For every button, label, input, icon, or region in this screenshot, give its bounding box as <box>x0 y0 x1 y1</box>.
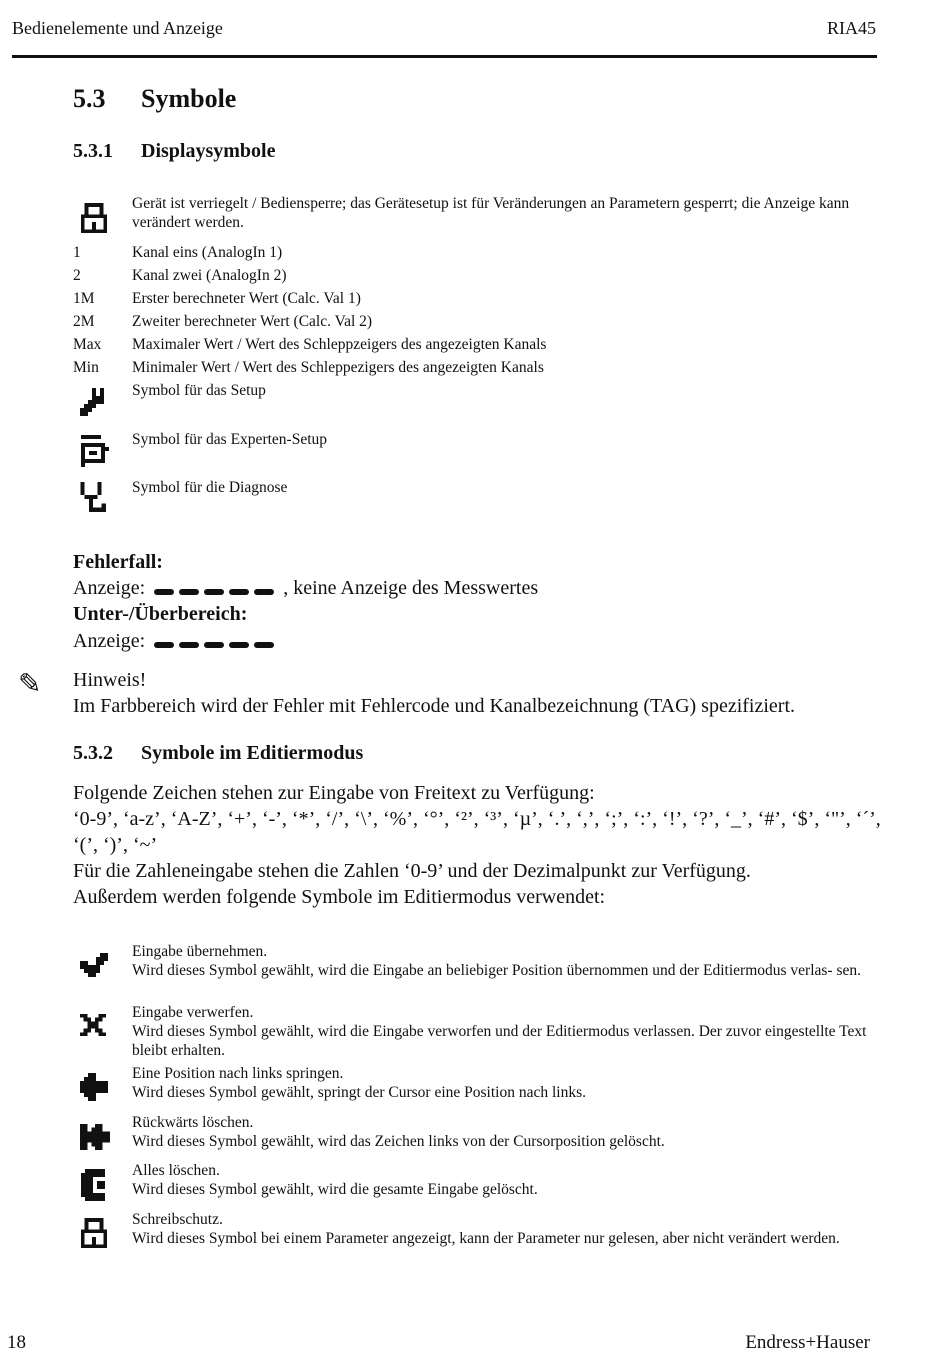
range-heading: Unter-/Überbereich: <box>73 603 248 625</box>
section-heading <box>73 84 236 114</box>
edit-characters-line: ‘(’, ‘)’, ‘~’ <box>73 834 158 856</box>
diagnosis-icon <box>80 482 106 516</box>
lock-description: Gerät ist verriegelt / Bediensperre; das Gerätesetup ist für Veränderungen an Parametern gesperrt; die Anzeige kann verändert werden. <box>132 195 850 231</box>
edit-numbers-line: Für die Zahleneingabe stehen die Zahlen ‘0-9’ und der Dezimalpunkt zur Verfügung. <box>73 860 751 882</box>
symbol-description: Kanal zwei (AnalogIn 2) <box>132 267 287 284</box>
error-display-suffix: , keine Anzeige des Messwertes <box>283 577 539 599</box>
range-dashes-graphic <box>154 629 279 655</box>
error-dashes-graphic <box>154 576 279 602</box>
edit-symbol-text: Wird dieses Symbol gewählt, wird die gesamte Eingabe gelöscht. <box>132 1181 538 1198</box>
note-text: Im Farbbereich wird der Fehler mit Fehlercode und Kanalbezeichnung (TAG) spezifiziert. <box>73 695 796 717</box>
expert-setup-description: Symbol für das Experten-Setup <box>132 431 328 448</box>
edit-symbol-text: Wird dieses Symbol bei einem Parameter angezeigt, kann der Parameter nur gelesen, aber nicht verändert werden. <box>132 1230 840 1247</box>
symbol-label: 2 <box>73 267 81 284</box>
subsection-heading-displaysymbole <box>73 140 275 163</box>
error-display-label: Anzeige: <box>73 577 146 599</box>
edit-intro-line: Folgende Zeichen stehen zur Eingabe von Freitext zu Verfügung: <box>73 782 595 804</box>
section-number: 5.3 <box>73 84 106 113</box>
cross-icon <box>80 1013 106 1037</box>
running-header-product: RIA45 <box>827 18 876 38</box>
edit-symbol-text: Wird dieses Symbol gewählt, wird die Eingabe verworfen und der Editiermodus verlassen. Der zuvor eingestellte Text bleibt erhalten. <box>132 1023 867 1059</box>
symbol-label: 1 <box>73 244 81 261</box>
edit-symbol-entry <box>132 942 877 980</box>
setup-description: Symbol für das Setup <box>132 382 266 399</box>
error-display-line <box>73 575 883 602</box>
error-heading: Fehlerfall: <box>73 551 163 573</box>
edit-symbol-text: Wird dieses Symbol gewählt, wird die Eingabe an beliebiger Position übernommen und der Editiermodus verlas- sen. <box>132 962 862 979</box>
diagnosis-description: Symbol für die Diagnose <box>132 479 288 496</box>
symbol-description: Minimaler Wert / Wert des Schleppezigers des angezeigten Kanals <box>132 359 544 376</box>
note-title: Hinweis! <box>73 669 147 691</box>
subsection-title: Displaysymbole <box>141 140 276 162</box>
subsection-heading-editiermodus <box>73 742 363 765</box>
arrow-left-icon <box>80 1073 108 1101</box>
symbol-label: 1M <box>73 290 95 307</box>
symbol-label: Max <box>73 336 102 353</box>
edit-symbol-entry <box>132 1210 877 1248</box>
edit-symbol-entry <box>132 1161 877 1199</box>
subsection-number: 5.3.1 <box>73 140 113 162</box>
symbol-label: 2M <box>73 313 95 330</box>
subsection-number: 5.3.2 <box>73 742 113 764</box>
edit-symbol-text: Wird dieses Symbol gewählt, wird das Zeichen links von der Cursorposition gelöscht. <box>132 1133 665 1150</box>
lock-icon <box>80 203 108 233</box>
edit-symbol-title: Schreibschutz. <box>132 1211 223 1228</box>
clear-all-icon <box>80 1169 106 1201</box>
subsection-title: Symbole im Editiermodus <box>141 742 364 764</box>
running-header-title: Bedienelemente und Anzeige <box>12 18 223 38</box>
symbol-description: Erster berechneter Wert (Calc. Val 1) <box>132 290 361 307</box>
edit-symbol-title: Eine Position nach links springen. <box>132 1065 344 1082</box>
symbol-description: Kanal eins (AnalogIn 1) <box>132 244 283 261</box>
edit-symbol-entry <box>132 1064 877 1102</box>
edit-symbol-entry <box>132 1003 877 1060</box>
symbol-description: Maximaler Wert / Wert des Schleppzeigers des angezeigten Kanals <box>132 336 547 353</box>
edit-symbol-title: Rückwärts löschen. <box>132 1114 254 1131</box>
range-display-label: Anzeige: <box>73 630 146 652</box>
section-title: Symbole <box>141 84 237 113</box>
check-icon <box>80 953 108 977</box>
edit-symbol-text: Wird dieses Symbol gewählt, springt der Cursor eine Position nach links. <box>132 1084 586 1101</box>
edit-symbol-title: Eingabe übernehmen. <box>132 943 268 960</box>
header-rule <box>12 55 877 58</box>
edit-symbol-title: Alles löschen. <box>132 1162 220 1179</box>
lock-icon <box>80 1218 108 1248</box>
edit-characters-line: ‘0-9’, ‘a-z’, ‘A-Z’, ‘+’, ‘-’, ‘*’, ‘/’, ‘\’, ‘%’, ‘°’, ‘²’, ‘³’, ‘µ’, ‘.’, ‘,’, ‘;’, ‘:’, ‘!’, ‘?’, ‘_’, ‘#’, ‘$’, ‘"’, ‘´’, <box>73 808 881 830</box>
wrench-icon <box>80 388 108 416</box>
edit-symbol-title: Eingabe verwerfen. <box>132 1004 254 1021</box>
symbol-label: Min <box>73 359 99 376</box>
symbol-description: Zweiter berechneter Wert (Calc. Val 2) <box>132 313 373 330</box>
range-display-line <box>73 628 883 655</box>
footer-brand: Endress+Hauser <box>745 1332 870 1353</box>
expert-setup-icon <box>80 435 110 467</box>
backspace-icon <box>80 1123 110 1151</box>
edit-symbols-intro: Außerdem werden folgende Symbole im Editiermodus verwendet: <box>73 886 606 908</box>
edit-symbol-entry <box>132 1113 877 1151</box>
pencil-icon: ✎ <box>18 667 42 700</box>
page-number: 18 <box>7 1332 26 1353</box>
